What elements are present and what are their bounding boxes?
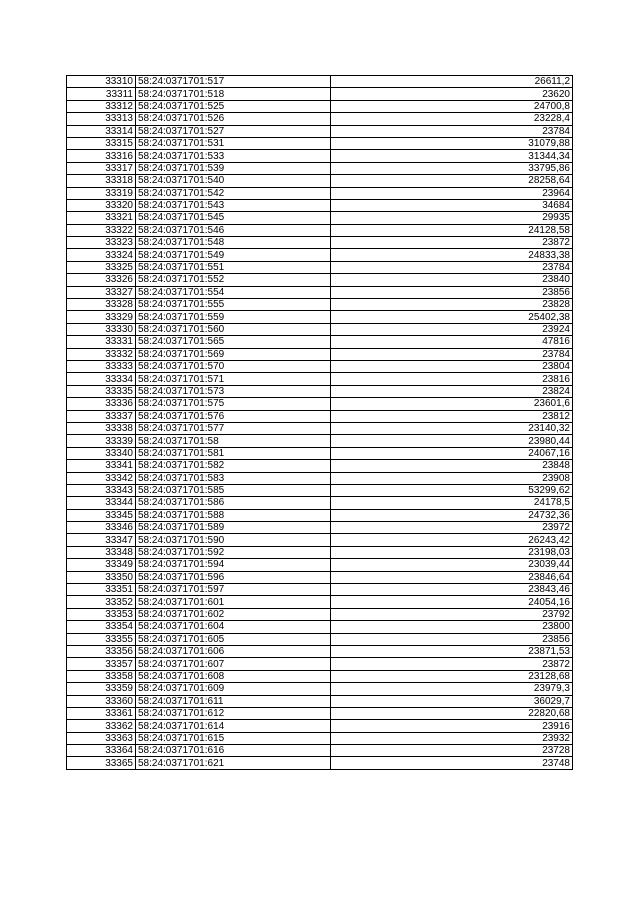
row-number-cell: 33325	[67, 261, 136, 273]
value-cell: 23848	[331, 460, 573, 472]
cadastral-number-cell: 58:24:0371701:555	[136, 299, 331, 311]
value-cell: 23728	[331, 745, 573, 757]
row-number-cell: 33354	[67, 621, 136, 633]
value-cell: 23812	[331, 410, 573, 422]
row-number-cell: 33324	[67, 249, 136, 261]
value-cell: 23856	[331, 633, 573, 645]
value-cell: 33795,86	[331, 162, 573, 174]
cadastral-number-cell: 58:24:0371701:540	[136, 175, 331, 187]
value-cell: 23140,32	[331, 422, 573, 434]
cadastral-number-cell: 58:24:0371701:542	[136, 187, 331, 199]
table-row	[67, 621, 573, 633]
row-number-cell: 33359	[67, 683, 136, 695]
table-row	[67, 584, 573, 596]
row-number-cell: 33329	[67, 311, 136, 323]
cadastral-number-cell: 58:24:0371701:565	[136, 336, 331, 348]
table-row	[67, 274, 573, 286]
cadastral-number-cell: 58:24:0371701:596	[136, 571, 331, 583]
table-row	[67, 571, 573, 583]
row-number-cell: 33357	[67, 658, 136, 670]
cadastral-number-cell: 58:24:0371701:601	[136, 596, 331, 608]
table-row	[67, 534, 573, 546]
row-number-cell: 33318	[67, 175, 136, 187]
cadastral-number-cell: 58:24:0371701:602	[136, 608, 331, 620]
table-row	[67, 237, 573, 249]
cadastral-number-cell: 58:24:0371701:594	[136, 559, 331, 571]
cadastral-number-cell: 58:24:0371701:589	[136, 522, 331, 534]
value-cell: 24067,16	[331, 447, 573, 459]
row-number-cell: 33363	[67, 732, 136, 744]
cadastral-number-cell: 58:24:0371701:527	[136, 125, 331, 137]
value-cell: 23601,6	[331, 398, 573, 410]
row-number-cell: 33312	[67, 100, 136, 112]
cadastral-number-cell: 58:24:0371701:605	[136, 633, 331, 645]
row-number-cell: 33353	[67, 608, 136, 620]
row-number-cell: 33355	[67, 633, 136, 645]
row-number-cell: 33350	[67, 571, 136, 583]
row-number-cell: 33340	[67, 447, 136, 459]
cadastral-number-cell: 58:24:0371701:586	[136, 497, 331, 509]
cadastral-number-cell: 58:24:0371701:585	[136, 484, 331, 496]
table-row	[67, 224, 573, 236]
table-row	[67, 745, 573, 757]
cadastral-number-cell: 58:24:0371701:576	[136, 410, 331, 422]
table-row	[67, 175, 573, 187]
table-row	[67, 695, 573, 707]
value-cell: 26243,42	[331, 534, 573, 546]
table-row	[67, 299, 573, 311]
row-number-cell: 33322	[67, 224, 136, 236]
value-cell: 24732,36	[331, 509, 573, 521]
row-number-cell: 33326	[67, 274, 136, 286]
value-cell: 23792	[331, 608, 573, 620]
row-number-cell: 33320	[67, 199, 136, 211]
row-number-cell: 33364	[67, 745, 136, 757]
value-cell: 23871,53	[331, 645, 573, 657]
cadastral-number-cell: 58:24:0371701:608	[136, 670, 331, 682]
data-table	[66, 75, 573, 770]
row-number-cell: 33328	[67, 299, 136, 311]
table-row	[67, 373, 573, 385]
value-cell: 53299,62	[331, 484, 573, 496]
row-number-cell: 33316	[67, 150, 136, 162]
cadastral-number-cell: 58:24:0371701:548	[136, 237, 331, 249]
row-number-cell: 33321	[67, 212, 136, 224]
cadastral-number-cell: 58:24:0371701:539	[136, 162, 331, 174]
table-row	[67, 559, 573, 571]
row-number-cell: 33344	[67, 497, 136, 509]
value-cell: 23784	[331, 125, 573, 137]
table-row	[67, 336, 573, 348]
table-row	[67, 546, 573, 558]
value-cell: 23856	[331, 286, 573, 298]
table-row	[67, 286, 573, 298]
cadastral-number-cell: 58:24:0371701:526	[136, 113, 331, 125]
value-cell: 23840	[331, 274, 573, 286]
table-row	[67, 683, 573, 695]
value-cell: 23872	[331, 237, 573, 249]
value-cell: 23924	[331, 323, 573, 335]
row-number-cell: 33345	[67, 509, 136, 521]
cadastral-number-cell: 58:24:0371701:573	[136, 385, 331, 397]
cadastral-number-cell: 58:24:0371701:518	[136, 88, 331, 100]
row-number-cell: 33337	[67, 410, 136, 422]
cadastral-number-cell: 58:24:0371701:588	[136, 509, 331, 521]
value-cell: 23964	[331, 187, 573, 199]
cadastral-number-cell: 58:24:0371701:58	[136, 435, 331, 447]
cadastral-number-cell: 58:24:0371701:560	[136, 323, 331, 335]
value-cell: 23748	[331, 757, 573, 769]
table-row	[67, 410, 573, 422]
value-cell: 23979,3	[331, 683, 573, 695]
table-row	[67, 249, 573, 261]
cadastral-number-cell: 58:24:0371701:531	[136, 137, 331, 149]
row-number-cell: 33356	[67, 645, 136, 657]
table-row	[67, 509, 573, 521]
cadastral-number-cell: 58:24:0371701:582	[136, 460, 331, 472]
table-row	[67, 645, 573, 657]
row-number-cell: 33323	[67, 237, 136, 249]
value-cell: 23972	[331, 522, 573, 534]
cadastral-number-cell: 58:24:0371701:604	[136, 621, 331, 633]
cadastral-number-cell: 58:24:0371701:614	[136, 720, 331, 732]
table-row	[67, 100, 573, 112]
row-number-cell: 33335	[67, 385, 136, 397]
row-number-cell: 33319	[67, 187, 136, 199]
value-cell: 23620	[331, 88, 573, 100]
cadastral-number-cell: 58:24:0371701:597	[136, 584, 331, 596]
value-cell: 29935	[331, 212, 573, 224]
value-cell: 23128,68	[331, 670, 573, 682]
cadastral-number-cell: 58:24:0371701:570	[136, 360, 331, 372]
row-number-cell: 33315	[67, 137, 136, 149]
row-number-cell: 33346	[67, 522, 136, 534]
table-row	[67, 398, 573, 410]
row-number-cell: 33352	[67, 596, 136, 608]
cadastral-number-cell: 58:24:0371701:559	[136, 311, 331, 323]
table-row	[67, 757, 573, 769]
value-cell: 23824	[331, 385, 573, 397]
cadastral-number-cell: 58:24:0371701:583	[136, 472, 331, 484]
value-cell: 31079,88	[331, 137, 573, 149]
table-row	[67, 522, 573, 534]
row-number-cell: 33327	[67, 286, 136, 298]
value-cell: 23228,4	[331, 113, 573, 125]
table-row	[67, 348, 573, 360]
value-cell: 23916	[331, 720, 573, 732]
value-cell: 23800	[331, 621, 573, 633]
value-cell: 23804	[331, 360, 573, 372]
table-row	[67, 261, 573, 273]
cadastral-number-cell: 58:24:0371701:543	[136, 199, 331, 211]
cadastral-number-cell: 58:24:0371701:612	[136, 707, 331, 719]
row-number-cell: 33339	[67, 435, 136, 447]
table-row	[67, 596, 573, 608]
table-row	[67, 311, 573, 323]
table-row	[67, 435, 573, 447]
cadastral-number-cell: 58:24:0371701:575	[136, 398, 331, 410]
value-cell: 23039,44	[331, 559, 573, 571]
row-number-cell: 33362	[67, 720, 136, 732]
value-cell: 36029,7	[331, 695, 573, 707]
row-number-cell: 33310	[67, 76, 136, 88]
table-row	[67, 484, 573, 496]
table-row	[67, 460, 573, 472]
row-number-cell: 33331	[67, 336, 136, 348]
value-cell: 23872	[331, 658, 573, 670]
cadastral-number-cell: 58:24:0371701:607	[136, 658, 331, 670]
cadastral-number-cell: 58:24:0371701:581	[136, 447, 331, 459]
row-number-cell: 33313	[67, 113, 136, 125]
value-cell: 24178,5	[331, 497, 573, 509]
table-row	[67, 162, 573, 174]
row-number-cell: 33348	[67, 546, 136, 558]
table-row	[67, 497, 573, 509]
table-row	[67, 633, 573, 645]
table-row	[67, 720, 573, 732]
table-row	[67, 732, 573, 744]
cadastral-number-cell: 58:24:0371701:552	[136, 274, 331, 286]
row-number-cell: 33358	[67, 670, 136, 682]
value-cell: 23908	[331, 472, 573, 484]
table-row	[67, 472, 573, 484]
table-row	[67, 670, 573, 682]
table-row	[67, 187, 573, 199]
cadastral-number-cell: 58:24:0371701:611	[136, 695, 331, 707]
table-row	[67, 199, 573, 211]
cadastral-number-cell: 58:24:0371701:545	[136, 212, 331, 224]
table-row	[67, 385, 573, 397]
value-cell: 34684	[331, 199, 573, 211]
table-row	[67, 447, 573, 459]
row-number-cell: 33338	[67, 422, 136, 434]
value-cell: 24128,58	[331, 224, 573, 236]
row-number-cell: 33360	[67, 695, 136, 707]
table-row	[67, 323, 573, 335]
row-number-cell: 33361	[67, 707, 136, 719]
value-cell: 23198,03	[331, 546, 573, 558]
value-cell: 23980,44	[331, 435, 573, 447]
table-row	[67, 137, 573, 149]
value-cell: 23784	[331, 348, 573, 360]
value-cell: 31344,34	[331, 150, 573, 162]
row-number-cell: 33311	[67, 88, 136, 100]
value-cell: 25402,38	[331, 311, 573, 323]
value-cell: 26611,2	[331, 76, 573, 88]
row-number-cell: 33365	[67, 757, 136, 769]
row-number-cell: 33314	[67, 125, 136, 137]
row-number-cell: 33343	[67, 484, 136, 496]
cadastral-number-cell: 58:24:0371701:621	[136, 757, 331, 769]
cadastral-number-cell: 58:24:0371701:616	[136, 745, 331, 757]
table-row	[67, 88, 573, 100]
cadastral-number-cell: 58:24:0371701:606	[136, 645, 331, 657]
value-cell: 24700,8	[331, 100, 573, 112]
table-row	[67, 608, 573, 620]
value-cell: 23843,46	[331, 584, 573, 596]
table-body	[67, 76, 573, 770]
row-number-cell: 33342	[67, 472, 136, 484]
value-cell: 28258,64	[331, 175, 573, 187]
table-row	[67, 658, 573, 670]
table-row	[67, 707, 573, 719]
table-row	[67, 76, 573, 88]
value-cell: 23846,64	[331, 571, 573, 583]
cadastral-number-cell: 58:24:0371701:569	[136, 348, 331, 360]
cadastral-number-cell: 58:24:0371701:551	[136, 261, 331, 273]
cadastral-number-cell: 58:24:0371701:615	[136, 732, 331, 744]
row-number-cell: 33341	[67, 460, 136, 472]
value-cell: 23828	[331, 299, 573, 311]
value-cell: 24833,38	[331, 249, 573, 261]
table-row	[67, 113, 573, 125]
value-cell: 23932	[331, 732, 573, 744]
value-cell: 22820,68	[331, 707, 573, 719]
cadastral-number-cell: 58:24:0371701:592	[136, 546, 331, 558]
table-row	[67, 360, 573, 372]
value-cell: 23816	[331, 373, 573, 385]
cadastral-number-cell: 58:24:0371701:517	[136, 76, 331, 88]
cadastral-number-cell: 58:24:0371701:549	[136, 249, 331, 261]
cadastral-number-cell: 58:24:0371701:571	[136, 373, 331, 385]
cadastral-number-cell: 58:24:0371701:590	[136, 534, 331, 546]
row-number-cell: 33349	[67, 559, 136, 571]
value-cell: 47816	[331, 336, 573, 348]
value-cell: 24054,16	[331, 596, 573, 608]
table-row	[67, 150, 573, 162]
table-row	[67, 125, 573, 137]
row-number-cell: 33317	[67, 162, 136, 174]
cadastral-number-cell: 58:24:0371701:554	[136, 286, 331, 298]
row-number-cell: 33332	[67, 348, 136, 360]
row-number-cell: 33330	[67, 323, 136, 335]
cadastral-number-cell: 58:24:0371701:577	[136, 422, 331, 434]
row-number-cell: 33334	[67, 373, 136, 385]
row-number-cell: 33351	[67, 584, 136, 596]
table-row	[67, 212, 573, 224]
row-number-cell: 33333	[67, 360, 136, 372]
cadastral-number-cell: 58:24:0371701:533	[136, 150, 331, 162]
cadastral-number-cell: 58:24:0371701:546	[136, 224, 331, 236]
cadastral-number-cell: 58:24:0371701:525	[136, 100, 331, 112]
cadastral-number-cell: 58:24:0371701:609	[136, 683, 331, 695]
table-row	[67, 422, 573, 434]
row-number-cell: 33336	[67, 398, 136, 410]
row-number-cell: 33347	[67, 534, 136, 546]
value-cell: 23784	[331, 261, 573, 273]
